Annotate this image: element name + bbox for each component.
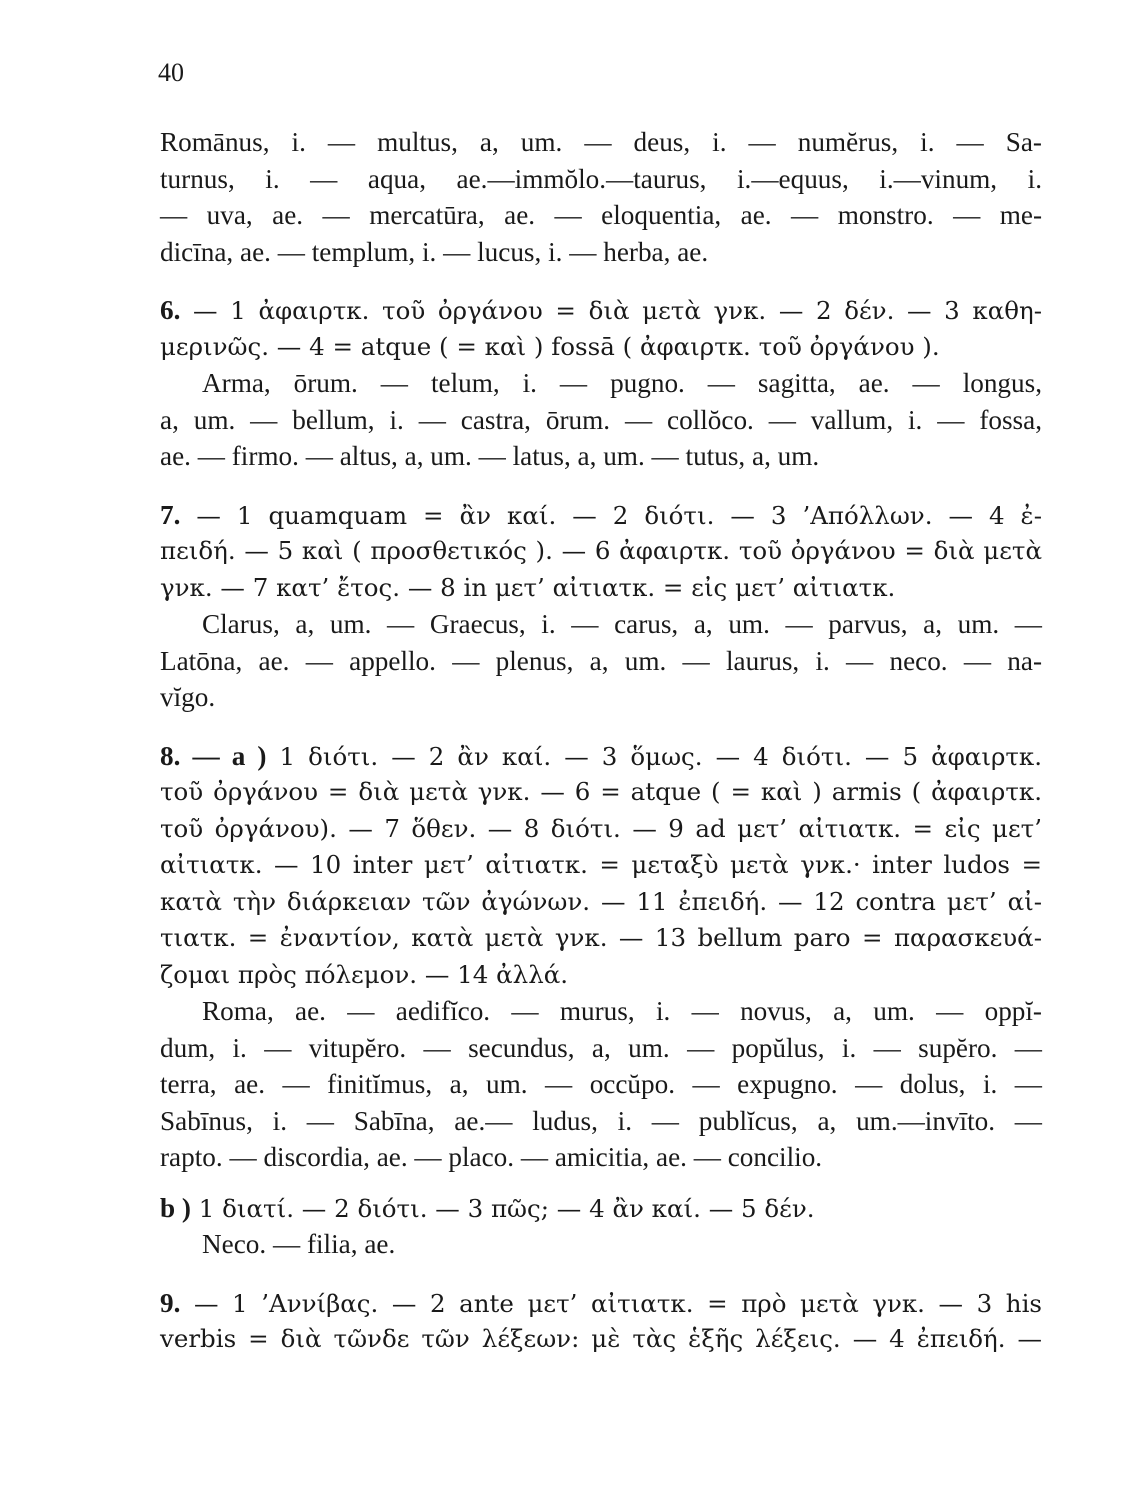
vocab-line: dum, i. — vitupĕro. — secundus, a, um. — popŭlus, i. — supĕro. —: [160, 1032, 1042, 1063]
note-line: ζομαι πρὸς πόλεμον. — 14 ἀλλά.: [160, 959, 569, 989]
note-line: τοῦ ὀργάνου). — 7 ὅθεν. — 8 διότι. — 9 ad μετ’ αἰτιατκ. = εἰς μετ’: [160, 813, 1042, 843]
note-text: 1 διότι. — 2 ἂν καί. — 3 ὅμως. — 4 διότι. — 5 ἀφαιρτκ.: [266, 741, 1043, 771]
text-line: Romānus, i. — multus, a, um. — deus, i. — numĕrus, i. — Sa-: [160, 127, 1042, 157]
note-text: — 1 ἀφαιρτκ. τοῦ ὀργάνου = διὰ μετὰ γνκ. — 2 δέν. — 3 καθη-: [180, 296, 1042, 325]
exercise-number: 7.: [160, 499, 181, 530]
note-line: πειδή. — 5 καὶ ( προσθετικός ). — 6 ἀφαιρτκ. τοῦ ὀργάνου = διὰ μετὰ: [160, 536, 1042, 565]
vocab-line: rapto. — discordia, ae. — placo. — amicitia, ae. — concilio.: [160, 1142, 823, 1172]
note-line: γνκ. — 7 κατ’ ἔτος. — 8 in μετ’ αἰτιατκ. = εἰς μετ’ αἰτιατκ.: [160, 572, 896, 602]
exercise-7: [160, 497, 1042, 716]
note-line: verbis = διὰ τῶνδε τῶν λέξεων: μὲ τὰς ἑξῆς λέξεις. — 4 ἐπειδή. —: [160, 1324, 1042, 1353]
exercise-9: [160, 1285, 1042, 1358]
exercise-8: [160, 738, 1042, 1263]
exercise-6: [160, 292, 1042, 475]
note-line: κατὰ τὴν διάρκειαν τῶν ἀγώνων. — 11 ἐπειδή. — 12 contra μετ’ αἰ-: [160, 886, 1042, 916]
note-line: τιατκ. = ἐναντίον, κατὰ μετὰ γνκ. — 13 bellum paro = παρασκευά-: [160, 923, 1042, 952]
page-body: [160, 124, 1042, 1358]
note-text: — 1 quamquam = ἂν καί. — 2 διότι. — 3 ’Απόλλων. — 4 ἐ-: [180, 500, 1042, 530]
text-line: turnus, i. — aqua, ae.—immŏlo.—taurus, i.—equus, i.—vinum, i.: [160, 163, 1042, 194]
section-gap: [160, 1263, 1042, 1285]
section-gap: [160, 270, 1042, 292]
text-line: dicīna, ae. — templum, i. — lucus, i. — herba, ae.: [160, 236, 709, 267]
exercise-number: 8.: [160, 740, 181, 771]
note-line: μερινῶς. — 4 = atque ( = καὶ ) fossā ( ἀφαιρτκ. τοῦ ὀργάνου ).: [160, 331, 940, 361]
section-gap: [160, 716, 1042, 738]
note-line: αἰτιατκ. — 10 inter μετ’ αἰτιατκ. = μεταξὺ μετὰ γνκ.· inter ludos =: [160, 850, 1042, 879]
exercise-number: 6.: [160, 295, 181, 325]
vocab-line: ae. — firmo. — altus, a, um. — latus, a, um. — tutus, a, um.: [160, 441, 820, 471]
note-line: [160, 292, 1042, 329]
vocab-line: vĭgo.: [160, 682, 216, 712]
note-line: τοῦ ὀργάνου = διὰ μετὰ γνκ. — 6 = atque ( = καὶ ) armis ( ἀφαιρτκ.: [160, 777, 1042, 806]
vocab-line: Roma, ae. — aedifĭco. — murus, i. — novus, a, um. — oppĭ-: [202, 996, 1042, 1026]
note-line: [160, 1190, 1042, 1227]
note-text: — 1 ’Αννίβας. — 2 ante μετ’ αἰτιατκ. = πρὸ μετὰ γνκ. — 3 his: [180, 1288, 1042, 1318]
exercise-number: 9.: [160, 1287, 181, 1318]
section-gap: [160, 475, 1042, 497]
vocab-line: Sabīnus, i. — Sabīna, ae.— ludus, i. — publĭcus, a, um.—invīto. —: [160, 1105, 1042, 1136]
part-gap: [160, 1176, 1042, 1190]
note-line: [160, 497, 1042, 534]
text-line: — uva, ae. — mercatūra, ae. — eloquentia, ae. — monstro. — me-: [160, 200, 1042, 230]
vocab-line: Latōna, ae. — appello. — plenus, a, um. — laurus, i. — neco. — na-: [160, 645, 1042, 676]
note-line: [160, 1285, 1042, 1322]
note-line: [160, 738, 1042, 775]
part-label: — a ): [180, 740, 267, 771]
page-number: 40: [158, 58, 184, 87]
vocab-line: terra, ae. — finitĭmus, a, um. — occŭpo. — expugno. — dolus, i. —: [160, 1069, 1042, 1099]
vocab-line: Arma, ōrum. — telum, i. — pugno. — sagitta, ae. — longus,: [202, 368, 1042, 398]
vocab-block-intro: [160, 124, 1042, 270]
vocab-line: Neco. — filia, ae.: [202, 1229, 396, 1259]
vocab-line: a, um. — bellum, i. — castra, ōrum. — collŏco. — vallum, i. — fossa,: [160, 404, 1042, 435]
part-label: b ): [160, 1192, 191, 1223]
note-text: 1 διατί. — 2 διότι. — 3 πῶς; — 4 ἂν καί. — 5 δέν.: [190, 1193, 815, 1223]
vocab-line: Clarus, a, um. — Graecus, i. — carus, a, um. — parvus, a, um. —: [202, 609, 1042, 639]
